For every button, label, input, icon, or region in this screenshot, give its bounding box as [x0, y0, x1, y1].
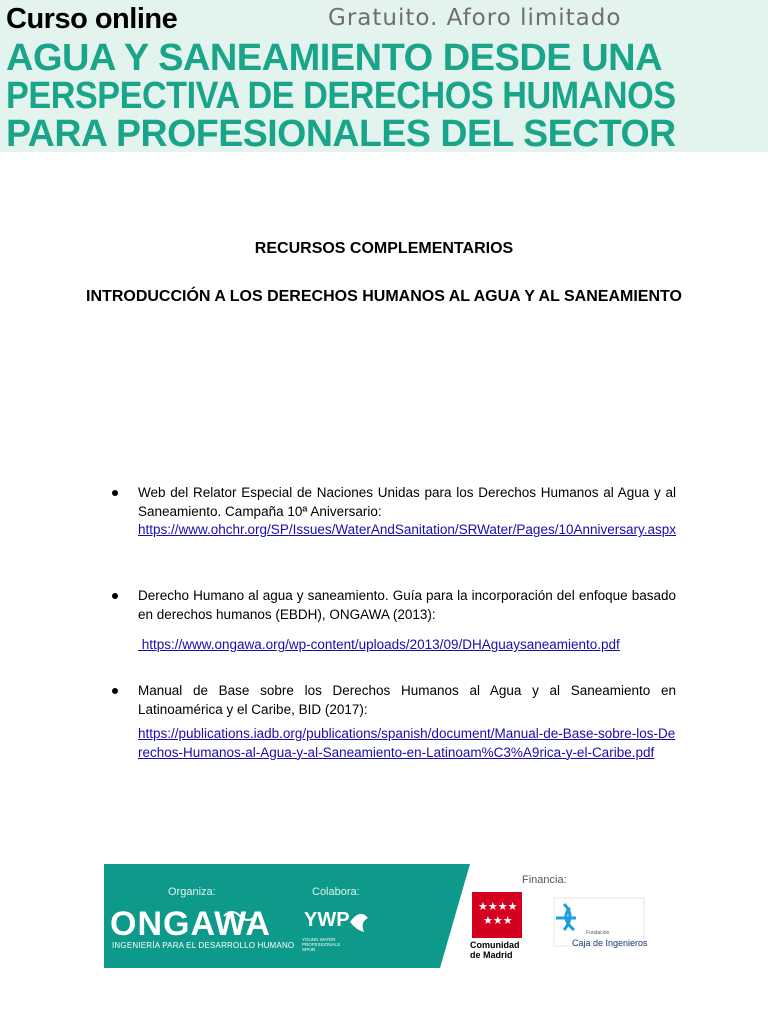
bullet-icon [112, 688, 118, 694]
ongawa-tagline: INGENIERÍA PARA EL DESARROLLO HUMANO [112, 941, 295, 950]
svg-text:★★★: ★★★ [483, 914, 513, 927]
resource-description: Derecho Humano al agua y saneamiento. Guía para la incorporación del enfoque basado en derechos humanos (EBDH), ONGAWA (2013): [138, 588, 676, 622]
topic-heading: INTRODUCCIÓN A LOS DERECHOS HUMANOS AL AGUA Y AL SANEAMIENTO [86, 288, 682, 305]
organiza-label: Organiza: [168, 886, 216, 898]
ongawa-logo: ONGAWA [110, 905, 271, 943]
resource-description: Web del Relator Especial de Naciones Unidas para los Derechos Humanos al Agua y al Saneamiento. Campaña 10ª Aniversario: [138, 485, 676, 519]
resource-link[interactable]: https://publications.iadb.org/publications/spanish/document/Manual-de-Base-sobre-los-Derechos-Humanos-al-Agua-y-al-Saneamiento-en-Latinoam%C3%A9rica-y-el-Caribe.pdf [138, 726, 676, 760]
course-type-label: Curso online [6, 3, 178, 35]
section-heading: RECURSOS COMPLEMENTARIOS [254, 240, 514, 257]
svg-text:★★★★: ★★★★ [478, 900, 518, 913]
caja-fundacion-label: Fundación [586, 930, 610, 936]
resource-link[interactable]: https://www.ohchr.org/SP/Issues/WaterAndSanitation/SRWater/Pages/10Anniversary.aspx [138, 522, 677, 537]
sponsor-footer [104, 864, 654, 968]
ywp-tagline: YOUNG WATER PROFESSIONALS SPAIN [302, 937, 341, 952]
bullet-icon [112, 593, 118, 599]
resource-item [138, 484, 676, 540]
bullet-icon [112, 490, 118, 496]
caja-ingenieros-logo: Caja de Ingenieros [572, 938, 648, 948]
colabora-label: Colabora: [312, 886, 360, 898]
financia-label: Financia: [522, 874, 567, 886]
course-title-line-2: PERSPECTIVA DE DERECHOS HUMANOS [6, 75, 676, 117]
free-limited-label: Gratuito. Aforo limitado [328, 5, 622, 31]
resource-link[interactable]: https://www.ongawa.org/wp-content/uploads/2013/09/DHAguaysaneamiento.pdf [138, 637, 620, 652]
ywp-logo: YWP [304, 909, 350, 931]
comunidad-madrid-logo: Comunidad de Madrid [470, 940, 520, 960]
resource-item [138, 682, 676, 762]
resource-description: Manual de Base sobre los Derechos Humanos al Agua y al Saneamiento en Latinoamérica y el Caribe, BID (2017): [138, 683, 676, 717]
header-banner [0, 0, 768, 155]
resource-item [138, 587, 676, 655]
course-title-line-1: AGUA Y SANEAMIENTO DESDE UNA [6, 37, 663, 79]
course-title-line-3: PARA PROFESIONALES DEL SECTOR [6, 113, 676, 155]
